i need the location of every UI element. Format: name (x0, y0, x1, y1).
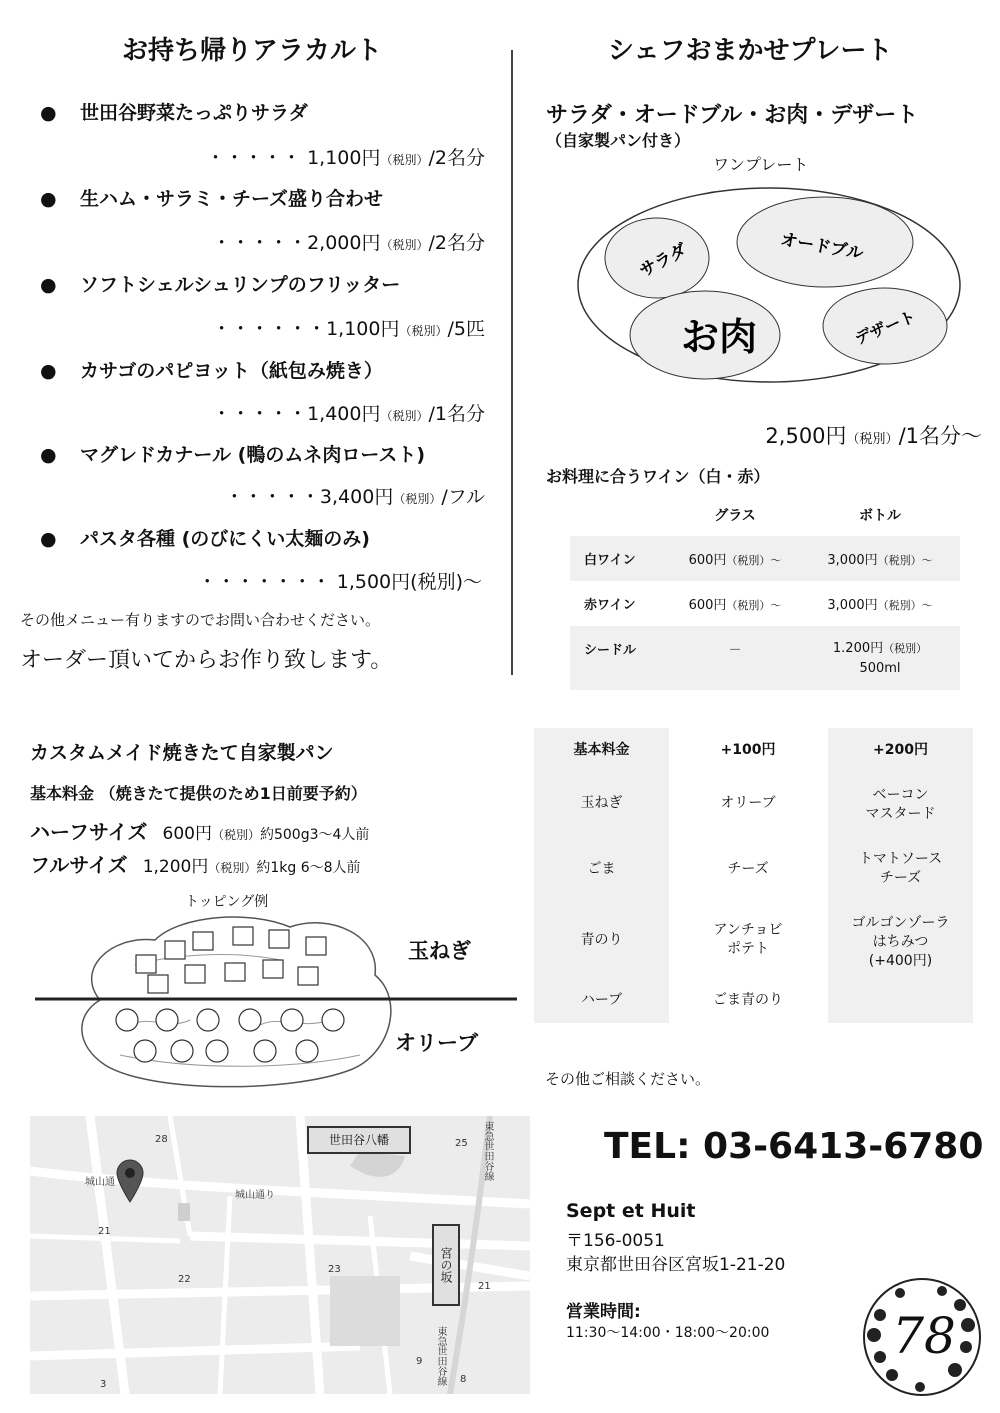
wine-row: 赤ワイン 600円（税別）～ 3,000円（税別）～ (584, 598, 933, 613)
order-note: オーダー頂いてからお作り致します。 (20, 648, 393, 673)
hours-label: 営業時間: (566, 1302, 641, 1322)
menu-item-price: ・・・・・・1,100円（税別）/5匹 (212, 318, 485, 340)
menu-item-price: ・・・・・ 1,100円（税別）/2名分 (206, 147, 485, 169)
wine-row: 白ワイン 600円（税別）～ 3,000円（税別）～ (570, 536, 960, 581)
area-map[interactable] (30, 1116, 530, 1394)
one-plate-label: ワンプレート (713, 155, 809, 174)
station-setagaya-hachiman: 世田谷八幡 (307, 1126, 411, 1154)
menu-item-name: ● パスタ各種 (のびにくい太麺のみ) (40, 528, 370, 550)
shop-logo (860, 1275, 985, 1400)
takeout-title: お持ち帰りアラカルト (122, 36, 383, 66)
street-label: 城山通 (85, 1177, 115, 1188)
full-size-row: フルサイズ 1,200円（税別）約1kg 6～8人前 (30, 853, 361, 877)
block-number: 23 (328, 1264, 341, 1275)
other-menu-note: その他メニュー有りますのでお問い合わせください。 (20, 611, 381, 629)
line-label: 東急世田谷線 (435, 1326, 446, 1386)
location-pin-icon[interactable] (115, 1158, 145, 1203)
topping-example-label: トッピング例 (185, 894, 269, 910)
wine-col-glass: グラス (714, 508, 756, 524)
tel-number[interactable]: TEL: 03-6413-6780 (604, 1126, 984, 1167)
menu-item-name: ● 生ハム・サラミ・チーズ盛り合わせ (40, 188, 384, 210)
block-number: 8 (460, 1374, 467, 1385)
block-number: 21 (478, 1281, 491, 1292)
column-divider (511, 50, 513, 675)
hours: 11:30～14:00・18:00～20:00 (566, 1325, 770, 1341)
wine-title: お料理に合うワイン（白・赤） (546, 467, 770, 486)
plate-price: 2,500円（税別）/1名分～ (765, 424, 982, 448)
station-miyanosaka: 宮の坂 (432, 1224, 460, 1306)
block-number: 25 (455, 1138, 468, 1149)
bread-col-basic: 基本料金 玉ねぎ ごま 青のり ハーブ (534, 728, 669, 1023)
block-number: 9 (416, 1356, 423, 1367)
menu-item-price: ・・・・・3,400円（税別）/フル (224, 486, 485, 508)
shop-name: Sept et Huit (566, 1200, 696, 1222)
plate-subline: （自家製パン付き） (546, 131, 691, 150)
street-label: 城山通り (235, 1190, 275, 1201)
plate-headline: サラダ・オードブル・お肉・デザート (546, 103, 919, 128)
meat-label: お肉 (680, 315, 758, 359)
consult-note: その他ご相談ください。 (545, 1070, 711, 1088)
line-label: 東急世田谷線 (482, 1121, 493, 1181)
wine-col-bottle: ボトル (859, 508, 901, 524)
menu-item-name: ● カサゴのパピヨット（紙包み焼き） (40, 360, 383, 382)
onion-label: 玉ねぎ (408, 939, 471, 963)
bread-col-200: +200円 ベーコン マスタード トマトソース チーズ ゴルゴンゾーラ はちみつ (+400円) (828, 728, 973, 1023)
block-number: 28 (155, 1134, 168, 1145)
menu-item-name: ● 世田谷野菜たっぷりサラダ (40, 102, 308, 124)
block-number: 22 (178, 1274, 191, 1285)
salad-label: サラダ (636, 240, 691, 282)
bread-diagram (30, 905, 520, 1095)
menu-item-name: ● ソフトシェルシュリンプのフリッター (40, 274, 401, 296)
address: 東京都世田谷区宮坂1-21-20 (566, 1255, 786, 1275)
bread-basic-note: 基本料金 （焼きたて提供のため1日前要予約） (30, 784, 367, 803)
dessert-label: デザート (851, 306, 919, 349)
bread-title: カスタムメイド焼きたて自家製パン (30, 742, 334, 764)
bread-col-100: +100円 オリーブ チーズ アンチョビ ポテト ごま青のり (713, 742, 783, 1008)
postal-code: 〒156-0051 (566, 1231, 665, 1251)
block-number: 21 (98, 1226, 111, 1237)
half-size-row: ハーフサイズ 600円（税別）約500g3～4人前 (30, 820, 370, 844)
menu-item-price: ・・・・・2,000円（税別）/2名分 (212, 232, 485, 254)
menu-item-price: ・・・・・1,400円（税別）/1名分 (212, 403, 485, 425)
logo-text: 78 (892, 1307, 956, 1365)
wine-row: シードル － 1.200円（税別） 500ml (570, 626, 960, 690)
olive-label: オリーブ (395, 1031, 478, 1055)
block-number: 3 (100, 1379, 107, 1390)
menu-item-name: ● マグレドカナール (鴨のムネ肉ロースト) (40, 444, 426, 466)
hors-label: オードブル (778, 229, 865, 265)
plate-title: シェフおまかせプレート (608, 36, 893, 66)
menu-item-price: ・・・・・・・ 1,500円(税別)～ (197, 571, 482, 593)
plate-diagram (575, 180, 965, 390)
